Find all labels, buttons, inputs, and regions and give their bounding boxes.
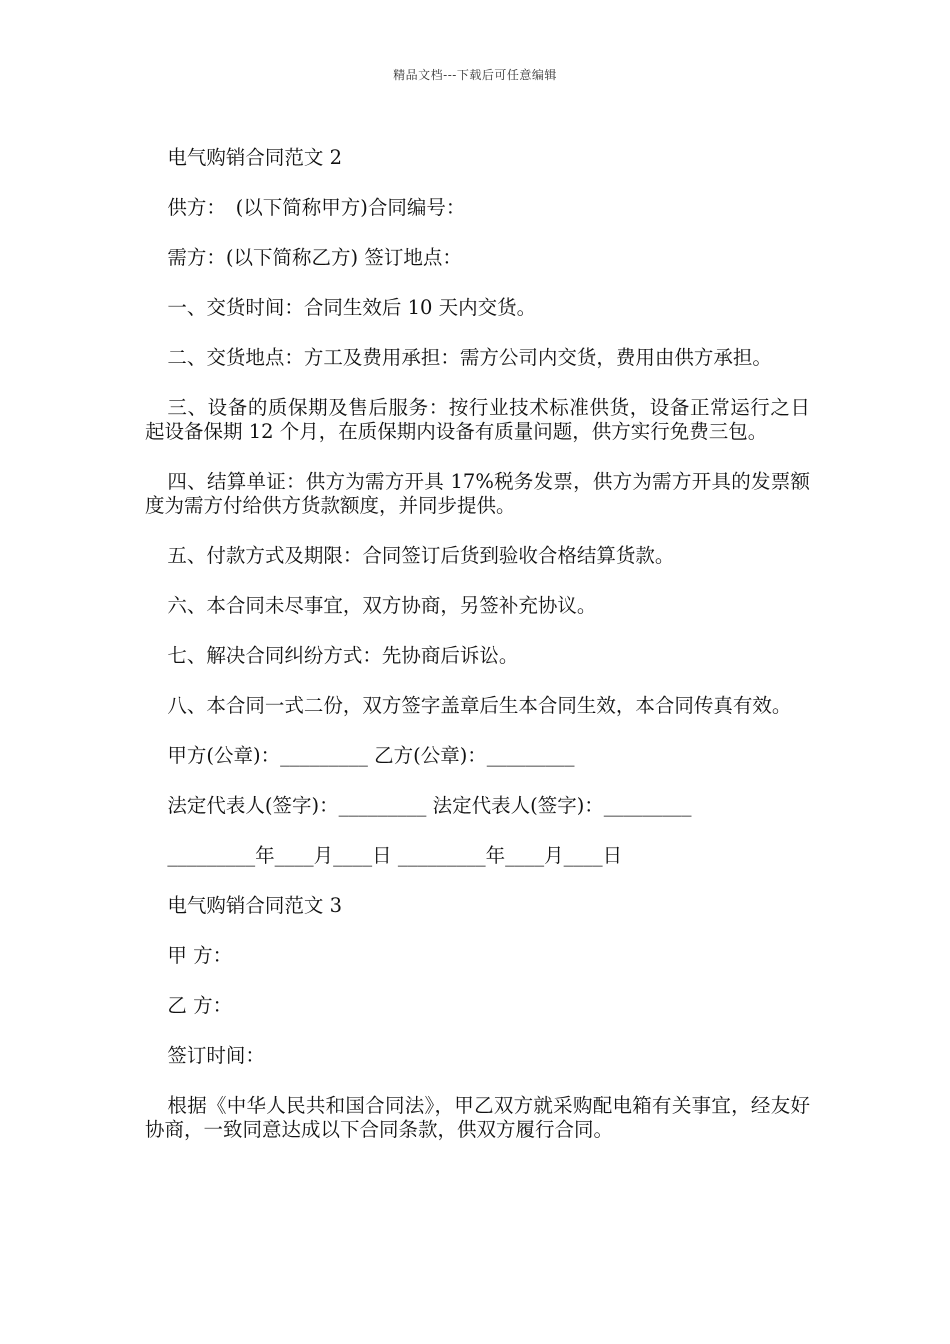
clause-2: 二、交货地点：方工及费用承担：需方公司内交货，费用由供方承担。 [167,346,772,369]
document-body [145,146,810,1168]
clause-6: 六、本合同未尽事宜，双方协商，另签补充协议。 [167,594,597,617]
seal-line: 甲方(公章)：_________ 乙方(公章)：_________ [167,744,575,767]
supplier-line: 供方： (以下简称甲方)合同编号： [167,196,466,219]
party-b-line: 乙 方： [167,994,233,1017]
clause-3: 三、设备的质保期及售后服务：按行业技术标准供货，设备正常运行之日起设备保期 12 个月，在质保期内设备有质量问题，供方实行免费三包。 [145,396,810,443]
date-line: _________年____月____日 _________年____月____日 [167,844,623,867]
section-title: 电气购销合同范文 2 [167,146,343,169]
clause-8: 八、本合同一式二份，双方签字盖章后生本合同生效，本合同传真有效。 [167,694,792,717]
clause-7: 七、解决合同纠纷方式：先协商后诉讼。 [167,644,519,667]
buyer-line: 需方：(以下简称乙方) 签订地点： [167,246,462,269]
preamble: 根据《中华人民共和国合同法》，甲乙双方就采购配电箱有关事宜，经友好协商，一致同意达成以下合同条款，供双方履行合同。 [145,1094,810,1141]
party-a-line: 甲 方： [167,944,233,967]
clause-5: 五、付款方式及期限：合同签订后货到验收合格结算货款。 [167,544,675,567]
signature-line: 法定代表人(签字)：_________ 法定代表人(签字)：_________ [167,794,692,817]
clause-4: 四、结算单证：供方为需方开具 17%税务发票，供方为需方开具的发票额度为需方付给供方货款额度，并同步提供。 [145,470,810,517]
clause-1: 一、交货时间：合同生效后 10 天内交货。 [167,296,537,319]
signing-time-line: 签订时间： [167,1044,265,1067]
section-title: 电气购销合同范文 3 [167,894,343,917]
page-header: 精品文档---下载后可任意编辑 [393,68,557,82]
